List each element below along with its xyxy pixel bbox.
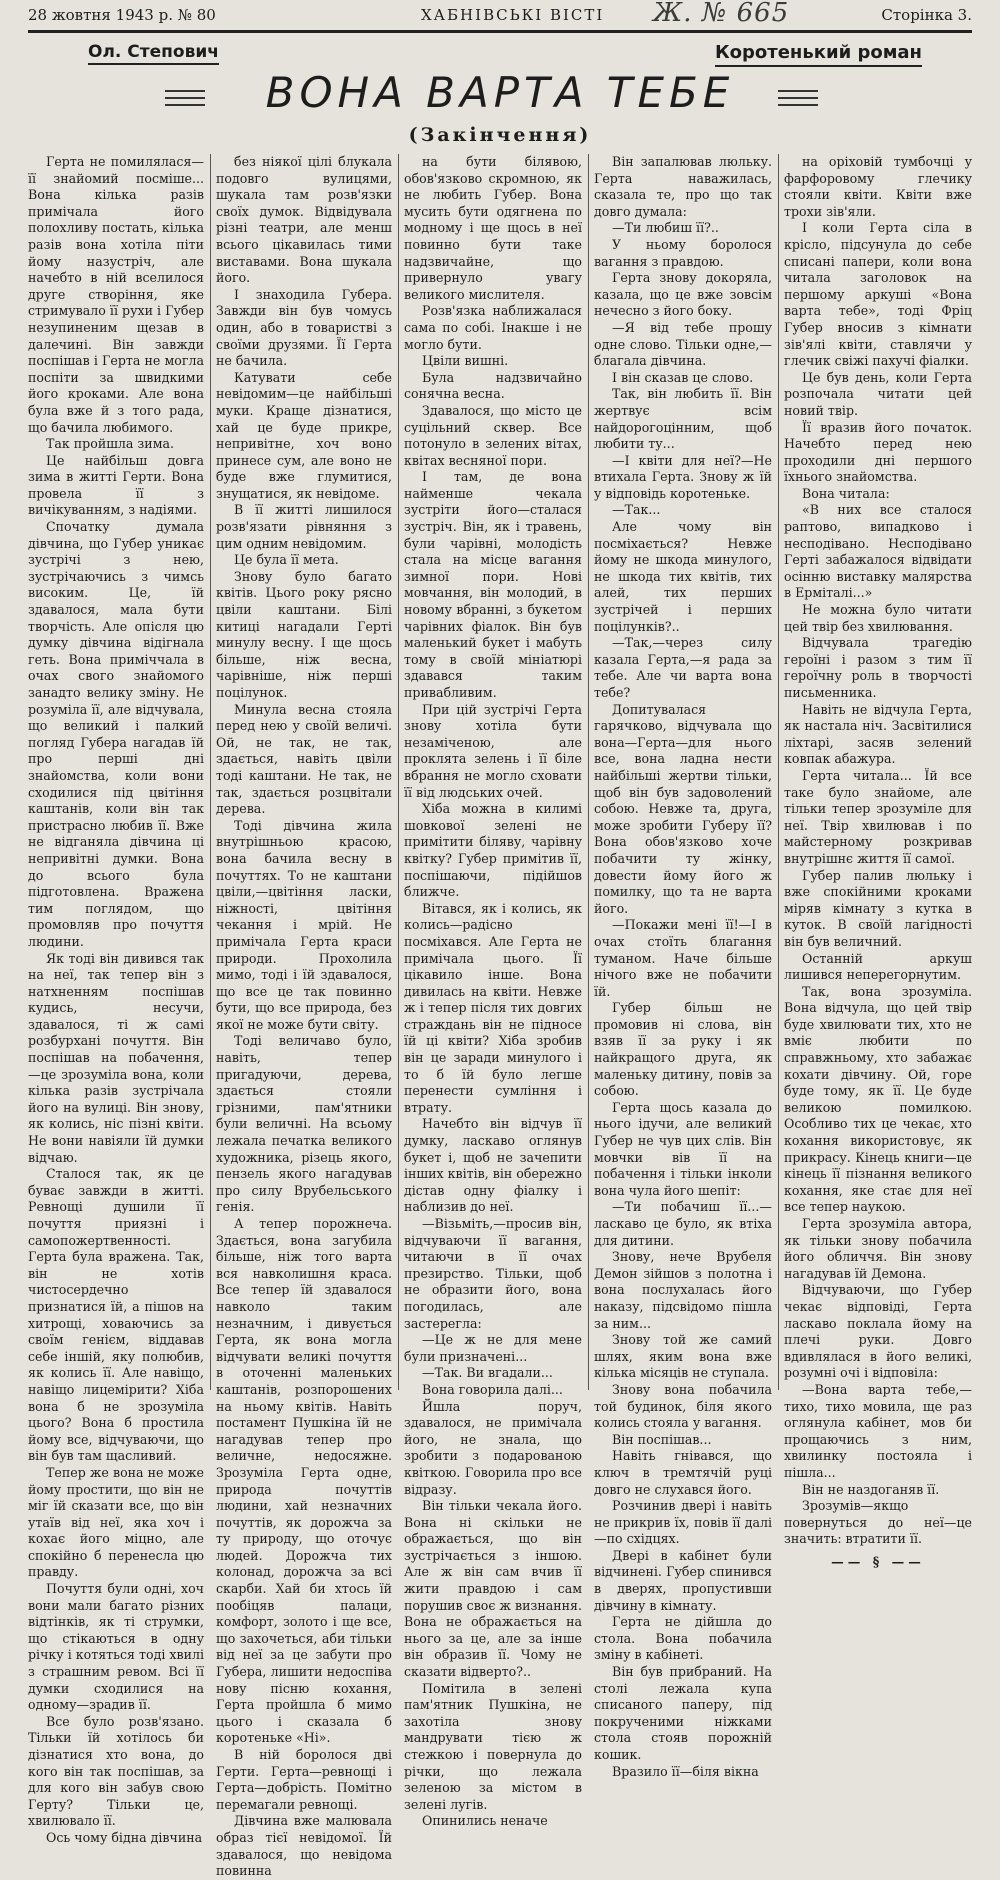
paragraph: Герта не помилялася—її знайомий посміше... Вона кілька разів примічала його полохливу постать, кілька разів вона хотіла піти йому назустріч, але начебто в ній вселилося друге створіння, яке стримувало її рухи і Губер незупиненим щезав в далечині. Він завжди поспішав і Герта не могла поспіти за швидкими його кроками. Але вона була вже й з того рада, що бачила любимого. <box>28 154 204 435</box>
column-divider <box>210 154 211 1390</box>
paragraph: Здавалося, що місто це суцільний сквер. Все потонуло в зелених вітах, квітах весняної пори. <box>404 402 582 468</box>
paragraph: —Візьміть,—просив він, відчуваючи її вагання, читаючи в її очах презирство. Тільки, щоб не образити його, вона погодилась, але застерегла: <box>404 1216 582 1331</box>
paragraph: Тоді дівчина жила внутрішньою красою, вона бачила весну в почуттях. То не каштани цвіли,—цвітіння ласки, ніжності, цвітіння чекання і мрій. Не примічала Герта краси природи. Прохолила мимо, тоді і їй здавалося, що все це так повинно бути, що все природа, без якої не може бути світу. <box>216 817 392 1032</box>
paragraph: —Покажи мені її!—І в очах стоїть благання туманом. Наче більше нічого вже не побачити їй. <box>594 917 772 999</box>
paragraph: Так, вона зрозуміла. Вона відчула, що цей твір буде хвилювати тих, хто не вміє любити по справжньому, хто забажає кохати дівчину. Ой, горе буде тому, як її. Це буде великою помилкою. Особливо тих це чекає, хто кохання використовує, як прикрасу. Кінець книги—це кінець її пізнання великого кохання, яке стає для неї все тепер наукою. <box>784 983 972 1215</box>
paragraph: Двері в кабінет були відчинені. Губер спинився в дверях, пропустивши дівчину в кімнату. <box>594 1547 772 1613</box>
text-column-1 <box>28 154 204 1845</box>
paragraph: Це була її мета. <box>234 552 339 568</box>
paragraph: Була надзвичайно сонячна весна. <box>404 369 582 402</box>
column-divider <box>398 154 399 1390</box>
end-mark: —— § —— <box>831 1553 925 1569</box>
paragraph: Сталося так, як це буває завжди в житті. Ревнощі душили її почуття приязні і самопожертвенності. Герта була вражена. Так, він не хотів чистосердечно признатися їй, а пішов на хитрощі, ховаючись за своїм генієм, віддавав себе іншій, яку полюбив, як колись її. Але навіщо, навіщо лицемірити? Хіба вона б не зрозуміла цього? Вона б простила йому все, відчуваючи, що він був там щасливий. <box>28 1166 204 1464</box>
page-number: Сторінка 3. <box>881 6 972 24</box>
paragraph: —І квіти для неї?—Не втихала Герта. Знову ж їй у відповідь коротеньке. <box>594 452 772 501</box>
text-column-4 <box>594 154 772 1779</box>
paragraph: Він запалював люльку. Герта наважилась, сказала те, про що так довго думала: <box>594 154 772 219</box>
paragraph: Він поспішав... <box>612 1431 712 1447</box>
paragraph: Це був день, коли Герта розпочала читати цей новий твір. <box>784 369 972 418</box>
paragraph: —Ти любиш її?.. <box>612 220 719 236</box>
paragraph: Герта щось казала до нього ідучи, але великий Губер не чув цих слів. Він мовчки вів її на побачення і тільки інколи вона чула його шепіт: <box>594 1099 772 1198</box>
paragraph: Герта не дійшла до стола. Вона побачила зміну в кабінеті. <box>594 1614 772 1663</box>
paragraph: Він не наздоганяв її. <box>802 1481 940 1497</box>
paragraph: —Так... <box>612 502 661 518</box>
page-header <box>28 0 972 28</box>
text-column-5 <box>784 154 972 1569</box>
paragraph: на оріховій тумбочці у фарфоровому глечику стояли квіти. Квіти вже трохи зів'яли. <box>784 154 972 219</box>
paragraph: —Я від тебе прошу одне слово. Тільки одне,—благала дівчина. <box>594 319 772 369</box>
paragraph: —Так. Ви вгадали... <box>422 1365 553 1381</box>
paragraph: Навіть гнівався, що ключ в тремтячій руці довго не слухався його. <box>594 1448 772 1497</box>
newspaper-name: ХАБНІВСЬКІ ВІСТІ <box>421 6 605 24</box>
paragraph: Розв'язка наближалася сама по собі. Інакше і не могло бути. <box>404 303 582 352</box>
text-column-2 <box>216 154 392 1879</box>
title-ornament-right <box>778 90 818 111</box>
paragraph: Почуття були одні, хоч вони мали багато різних відтінків, як ті струмки, що стікаються в одну річку і котяться тоді хвилі з страшним ревом. Всі її думки сходилися на одному—зрадив її. <box>28 1581 204 1713</box>
paragraph: Цвіли вишні. <box>422 353 509 369</box>
paragraph: Помітила в зелені пам'ятник Пушкіна, не захотіла знову мандрувати тією ж стежкою і повернула до річки, що лежала зеленою за містом в зелені лугів. <box>404 1680 582 1812</box>
paragraph: Навіть не відчула Герта, як настала ніч. Засвітилися ліхтарі, засяв зелений ковпак абажура. <box>784 701 972 767</box>
article-subtitle: (Закінчення) <box>408 124 592 146</box>
paragraph: Знову вона побачила той будинок, біля якого колись стояла у вагання. <box>594 1381 772 1431</box>
paragraph: Розчинив двері і навіть не прикрив їх, повів її далі—по східцях. <box>594 1498 772 1547</box>
paragraph: Губер палив люльку і вже спокійними кроками міряв кімнату з кутка в куток. В своїй лагідності він був величний. <box>784 867 972 949</box>
column-divider <box>778 154 779 1390</box>
paragraph: Тепер же вона не може йому простити, що він не міг їй сказати все, що він утаїв від неї, яка хоч і кохає його міцно, але спокійно б перенесла цю правду. <box>28 1464 204 1580</box>
author-name: Ол. Степович <box>88 42 219 65</box>
paragraph: Губер більш не промовив ні слова, він взяв її за руку і як найкращого друга, як маленьку дитину, повів за собою. <box>594 1000 772 1099</box>
paragraph: Ось чому бідна дівчина <box>46 1829 203 1845</box>
paragraph: Вона говорила далі... <box>422 1381 563 1397</box>
paragraph: на бути білявою, обов'язково скромною, як не любить Губер. Вона мусить бути одягнена по модному і ще щось в неї повинно бути таке надзвичайне, що привернуло увагу великого мислителя. <box>404 154 582 302</box>
paragraph: Тоді величаво було, навіть, тепер пригадуючи, дерева, здається стояли грізними, пам'ятники були величні. На всьому лежала печатка великого художника, різець якого, пензель якого нагадував про силу Врубельського генія. <box>216 1033 392 1215</box>
paragraph: —Це ж не для мене були призначені... <box>404 1332 582 1364</box>
paragraph: Знову було багато квітів. Цього року рясно цвіли каштани. Білі китиці нагадали Герті минулу весну. І ще щось більше, ніж весна, чарівніше, ніж перші поцілунок. <box>216 568 392 700</box>
paragraph: Герта зрозуміла автора, як тільки знову побачила його обличчя. Він знову нагадував їй Демона. <box>784 1216 972 1281</box>
article-title: ВОНА ВАРТА ТЕБЕ <box>265 68 735 117</box>
genre-label: Коротенький роман <box>715 42 922 67</box>
paragraph: Катувати себе невідомим—це найбільші муки. Краще дізнатися, хай це буде прикре, непривітне, хоч воно принесе сум, але воно не буде вже глумитися, знущатися, як невідоме. <box>216 369 392 501</box>
paragraph: —Вона варта тебе,—тихо, тихо мовила, ще раз оглянула кабінет, мов би прощаючись з ним, хвилинку постояла і пішла... <box>784 1381 972 1480</box>
paragraph: В її житті лишилося розв'язати рівняння з цим одним невідомим. <box>216 502 392 551</box>
paragraph: Вітався, як і колись, як колись—радісно посміхався. Але Герта не примічала цього. Її цікавило інше. Вона дивилась на квіти. Невже ж і тепер після тих довгих страждань він не підносе їй ці квіти? Хіба зробив він це заради минулого і то б їй було легше перенести сумління і втрату. <box>404 900 582 1115</box>
paragraph: Допитувалася гарячково, відчувала що вона—Герта—для нього все, вона ладна нести найбільші жертви тільки, щоб він був задоволений собою. Невже та, друга, може зробити Губеру її? Вона обов'язково хоче побачити ту жінку, довести йому його ж помилку, що та не варта його. <box>594 701 772 916</box>
paragraph: Знову, нече Врубеля Демон зійшов з полотна і вона послухалась його наказу, підсвідомо пішла за ним... <box>594 1249 772 1331</box>
paragraph: —Так,—через силу казала Герта,—я рада за тебе. Але чи варта вона тебе? <box>594 635 772 700</box>
paragraph: І він сказав це слово. <box>612 369 754 385</box>
paragraph: «В них все сталося раптово, випадково і несподівано. Несподівано Герті забажалося відвідати осінню виставку малярства в Ерміталі...» <box>784 502 972 601</box>
paragraph: Як тоді він дивився так на неї, так тепер він з натхненням поспішав кудись, несучи, здавалося, ті ж самі розбурхані почуття. Він поспішав на побачення, —це зрозуміла вона, коли кілька разів зустрічала його на вулиці. Він знову, як колись, ніс пізні квіти. Не вони навіяли їй думки відчаю. <box>28 950 204 1165</box>
paragraph: Знову той же самий шлях, яким вона вже кілька місяців не ступала. <box>594 1332 772 1381</box>
paragraph: Все було розв'язано. Тільки їй хотілось би дізнатися хто вона, до кого він так поспішав, за для кого він забув свою Герту? Тільки це, хвилювало її. <box>28 1713 204 1829</box>
paragraph: І знаходила Губера. Завжди він був чомусь один, або в товаристві з своїми друзями. Її Герта не бачила. <box>216 286 392 369</box>
paragraph: Останній аркуш лишився неперегорнутим. <box>784 950 972 983</box>
paragraph: Її вразив його початок. Начебто перед нею проходили дні першого їхнього знайомства. <box>784 419 972 485</box>
paragraph: Дівчина вже малювала образ тієї невідомої. Їй здавалося, що невідома повинна <box>216 1813 392 1879</box>
paragraph: Начебто він відчув її думку, ласкаво оглянув букет і, щоб не зачепити інших квітів, він обережно дістав одну фіалку і наблизив до неї. <box>404 1116 582 1215</box>
paragraph: Минула весна стояла перед нею у своїй величі. Ой, не так, не так, здається, навіть цвіли тоді каштани. Не так, не так, здається розцвітали дерева. <box>216 701 392 817</box>
paragraph: І коли Герта сіла в крісло, підсунула до себе списані папери, коли вона читала заголовок на першому аркуші «Вона варта тебе», тоді Фріц Губер вносив з кімнати зів'ялі квіти, ставлячи у глечик свіжі пахучі фіалки. <box>784 220 972 369</box>
paragraph: —Ти побачиш її...—ласкаво це було, як втіха для дитини. <box>594 1199 772 1248</box>
handwritten-inventory-number: Ж. № 665 <box>653 0 790 28</box>
paragraph: Відчувала трагедію героїні і разом з тим її героїчну роль в творчості письменника. <box>784 635 972 700</box>
paragraph: Опинились неначе <box>422 1813 548 1829</box>
paragraph: Герта читала... Їй все таке було знайоме, але тільки тепер зрозуміле для неї. Твір хвилював і по майстерному розкривав внутрішнє життя її самої. <box>784 767 972 866</box>
paragraph: Йшла поруч, здавалося, не примічала його, не знала, що зробити з подарованою квіткою. Говорила про все відразу. <box>404 1398 582 1497</box>
paragraph: При цій зустрічі Герта знову хотіла бути незаміченою, але проклята зелень і її біле вбрання не могло сховати її від людських очей. <box>404 701 582 800</box>
paragraph: Зрозумів—якщо повернуться до неї—це значить: втратити її. <box>784 1498 972 1547</box>
text-column-3 <box>404 154 583 1829</box>
paragraph: Але чому він посміхається? Невже йому не шкода минулого, не шкода тих квітів, тих алей, тих перших зустрічей і перших поцілунків?.. <box>594 519 772 634</box>
paragraph: Не можна було читати цей твір без хвилювання. <box>784 602 972 634</box>
paragraph: І там, де вона найменше чекала зустріти його—сталася зустріч. Він, як і травень, були чарівні, молодість стала на місце вагання зимної пори. Нові мовчання, він молодий, в новому вбранні, з букетом чарівних фіалок. Він був маленький букет і мабуть тому в своїй мініатюрі здавався таким привабливим. <box>404 469 582 700</box>
paragraph: Герта знову докоряла, казала, що це вже зовсім нечесно з його боку. <box>594 270 772 319</box>
paragraph: Вразило її—біля вікна <box>612 1763 759 1779</box>
paragraph: без ніякої цілі блукала подовго вулицями, шукала там розв'язки своїх думок. Відвідувала різні театри, але менш всього цікавилась тими виставами. Вона шукала його. <box>216 154 392 286</box>
paragraph: Він був прибраний. На столі лежала купа списаного паперу, під покрученими ніжками стола стояв порожній кошик. <box>594 1664 772 1762</box>
paragraph: Так пройшла зима. <box>46 436 175 452</box>
article-body <box>28 154 972 1879</box>
paragraph: Це найбільш довга зима в житті Герти. Вона провела її з вичікуванням, з надіями. <box>28 452 204 518</box>
paragraph: Він тільки чекала його. Вона ні скільки не ображається, що він зустрічається з іншою. Але ж він сам вчив її жити правдою і сам порушив своє ж визнання. Вона не ображається на нього за це, але за інше він образив її. Чому не сказати відверто?.. <box>404 1498 583 1680</box>
paragraph: А тепер порожнеча. Здається, вона загубила більше, ніж того варта вся навколишня краса. Все тепер їй здавалося навколо таким незначним, і дивується Герта, як вона могла відчувати великі почуття в оточенні маленьких каштанів, розпорошених на ньому квітів. Навіть постамент Пушкіна їй не нагадував тепер про величне, недосяжне. Зрозуміла Герта одне, природа почуттів людини, хай незначних почуттів, як дорожча за ту природу, що оточує людей. Дорожча тих колонад, дорожча за всі скарби. Хай би хтось їй пообіцяв палаци, комфорт, золото і ще все, що захочеться, аби тільки від неї за це забути про Губера, лишити недоспіва нову пісню кохання, Герта пройшла б мимо цього і сказала б коротеньке «Ні». <box>216 1216 392 1746</box>
paragraph: У ньому боролося вагання з правдою. <box>594 236 772 269</box>
paragraph: Відчуваючи, що Губер чекає відповіді, Герта ласкаво поклала йому на плечі руки. Довго вдивлялася в його великі, розумні очі і відповіла: <box>784 1282 972 1381</box>
paragraph: Так, він любить її. Він жертвує всім найдорогоцінним, щоб любити ту... <box>594 386 772 452</box>
paragraph: Хіба можна в килимі шовкової зелені не примітити біляву, чарівну квітку? Губер примітив її, поспішаючи, підійшов ближче. <box>404 801 582 900</box>
header-rule <box>28 30 972 33</box>
issue-date: 28 жовтня 1943 р. № 80 <box>28 6 216 24</box>
paragraph: Спочатку думала дівчина, що Губер уникає зустрічі з нею, зустрічаючись з чимсь високим. Це, їй здавалося, мала бути творчість. Але опісля цю думку дівчина відігнала геть. Вона приміччала в очах свого знайомого занадто велику зміну. Не розуміла її, але відчувала, що великий і палкий погляд Губера нагадав їй про перші дні знайомства, коли вони сходилися під цвітіння каштанів, коли він так пристрасно любив її. Вже не відганяла дівчина ці непривітні думки. Вона до всього була підготовлена. Вражена тим поглядом, що промовляв про почуття людини. <box>28 519 204 949</box>
column-divider <box>588 154 589 1390</box>
paragraph: Вона читала: <box>802 485 890 501</box>
paragraph: В ній боролося дві Герти. Герта—ревнощі і Герта—добрість. Помітно перемагали ревнощі. <box>216 1747 392 1812</box>
